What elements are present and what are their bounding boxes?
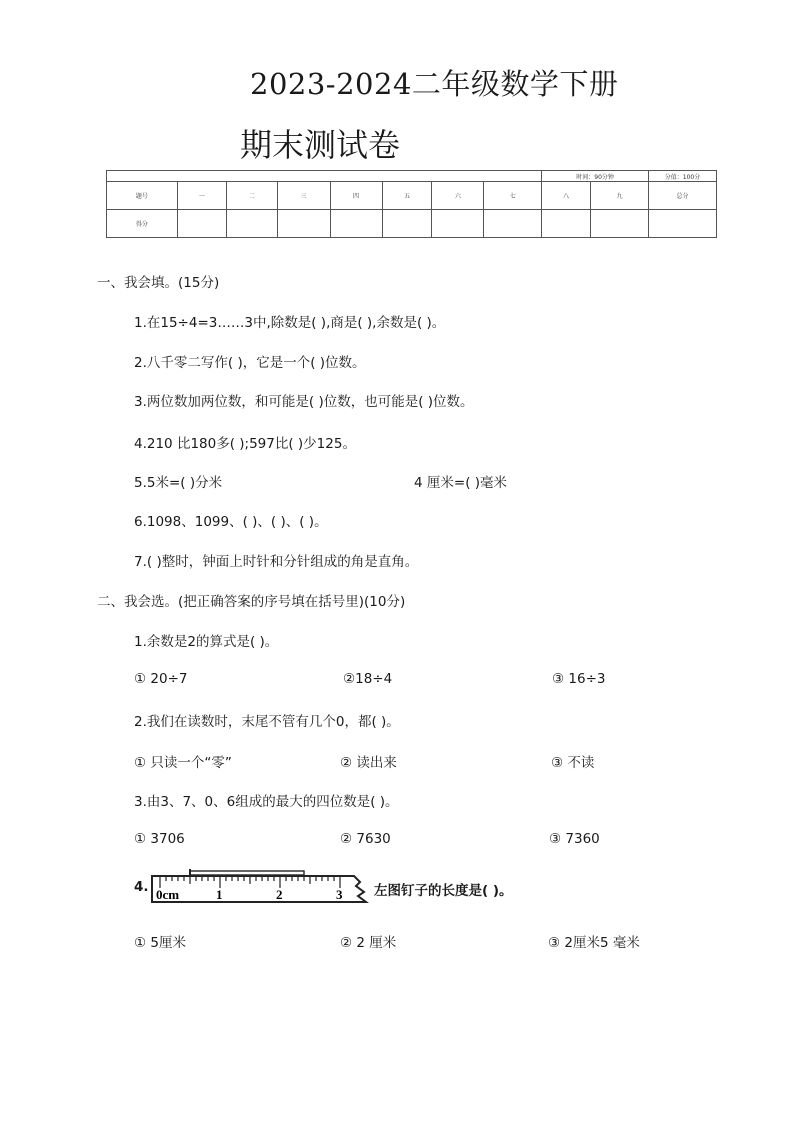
s1-question-1: 1.在15÷4=3……3中,除数是( ),商是( ),余数是( )。	[134, 315, 446, 331]
col-header: 四	[330, 182, 382, 210]
s2-q4-option-1[interactable]: ① 5厘米	[134, 935, 186, 951]
s2-question-2: 2.我们在读数时，末尾不管有几个0，都( )。	[134, 714, 400, 730]
title-line2: 期末测试卷	[240, 126, 401, 164]
col-header: 二	[226, 182, 277, 210]
s2-q2-option-2[interactable]: ② 读出来	[340, 755, 397, 771]
nail-shaft	[190, 871, 304, 875]
col-header: 七	[484, 182, 542, 210]
score-cell-total[interactable]	[649, 210, 717, 238]
ruler-label-1: 1	[216, 887, 223, 902]
col-header: 八	[542, 182, 591, 210]
ruler-nail-illustration	[132, 868, 377, 908]
score-cell[interactable]	[330, 210, 382, 238]
s2-q1-option-3[interactable]: ③ 16÷3	[552, 671, 606, 687]
row-label-score: 得分	[107, 210, 178, 238]
section1-heading: 一、我会填。(15分)	[97, 275, 220, 291]
s2-question-4-number: 4.	[134, 879, 149, 895]
col-header: 九	[591, 182, 649, 210]
s1-question-2: 2.八千零二写作( )，它是一个( )位数。	[134, 355, 366, 371]
ruler-figure	[132, 868, 377, 908]
s2-q3-option-3[interactable]: ③ 7360	[549, 831, 600, 847]
s2-q2-option-3[interactable]: ③ 不读	[551, 755, 595, 771]
s1-question-6: 6.1098、1099、( )、( )、( )。	[134, 514, 328, 530]
s2-question-4: 左图钉子的长度是( )。	[374, 883, 513, 899]
section2-heading: 二、我会选。(把正确答案的序号填在括号里)(10分)	[97, 594, 406, 610]
score-cell[interactable]	[432, 210, 484, 238]
s2-q4-option-3[interactable]: ③ 2厘米5 毫米	[548, 935, 640, 951]
s2-q1-option-2[interactable]: ②18÷4	[343, 671, 393, 687]
s1-question-4: 4.210 比180多( );597比( )少125。	[134, 436, 356, 452]
s2-question-1: 1.余数是2的算式是( )。	[134, 634, 279, 650]
ruler-label-3: 3	[336, 887, 343, 902]
full-score-cell: 分值：100分	[649, 171, 717, 182]
score-cell[interactable]	[382, 210, 432, 238]
ruler-label-2: 2	[276, 887, 283, 902]
s1-question-5a: 5.5米=( )分米	[134, 475, 223, 491]
score-cell[interactable]	[277, 210, 330, 238]
col-header: 三	[277, 182, 330, 210]
s1-question-7: 7.( )整时，钟面上时针和分针组成的角是直角。	[134, 554, 419, 570]
s2-q3-option-1[interactable]: ① 3706	[134, 831, 185, 847]
s1-question-3: 3.两位数加两位数，和可能是( )位数，也可能是( )位数。	[134, 394, 474, 410]
s2-q4-option-2[interactable]: ② 2 厘米	[340, 935, 397, 951]
score-table	[106, 170, 717, 238]
score-cell[interactable]	[177, 210, 226, 238]
row-label-number: 题号	[107, 182, 178, 210]
col-header-total: 总分	[649, 182, 717, 210]
col-header: 五	[382, 182, 432, 210]
score-cell[interactable]	[226, 210, 277, 238]
col-header: 一	[177, 182, 226, 210]
title-line1: 2023-2024二年级数学下册	[250, 67, 619, 101]
score-cell[interactable]	[542, 210, 591, 238]
col-header: 六	[432, 182, 484, 210]
s2-q2-option-1[interactable]: ① 只读一个“零”	[134, 755, 232, 771]
s2-q3-option-2[interactable]: ② 7630	[340, 831, 391, 847]
score-cell[interactable]	[591, 210, 649, 238]
s2-q1-option-1[interactable]: ① 20÷7	[134, 671, 188, 687]
time-cell: 时间：90分钟	[542, 171, 649, 182]
ruler-label-0: 0cm	[156, 887, 180, 902]
s2-question-3: 3.由3、7、0、6组成的最大的四位数是( )。	[134, 794, 399, 810]
s1-question-5b: 4 厘米=( )毫米	[414, 475, 508, 491]
score-cell[interactable]	[484, 210, 542, 238]
